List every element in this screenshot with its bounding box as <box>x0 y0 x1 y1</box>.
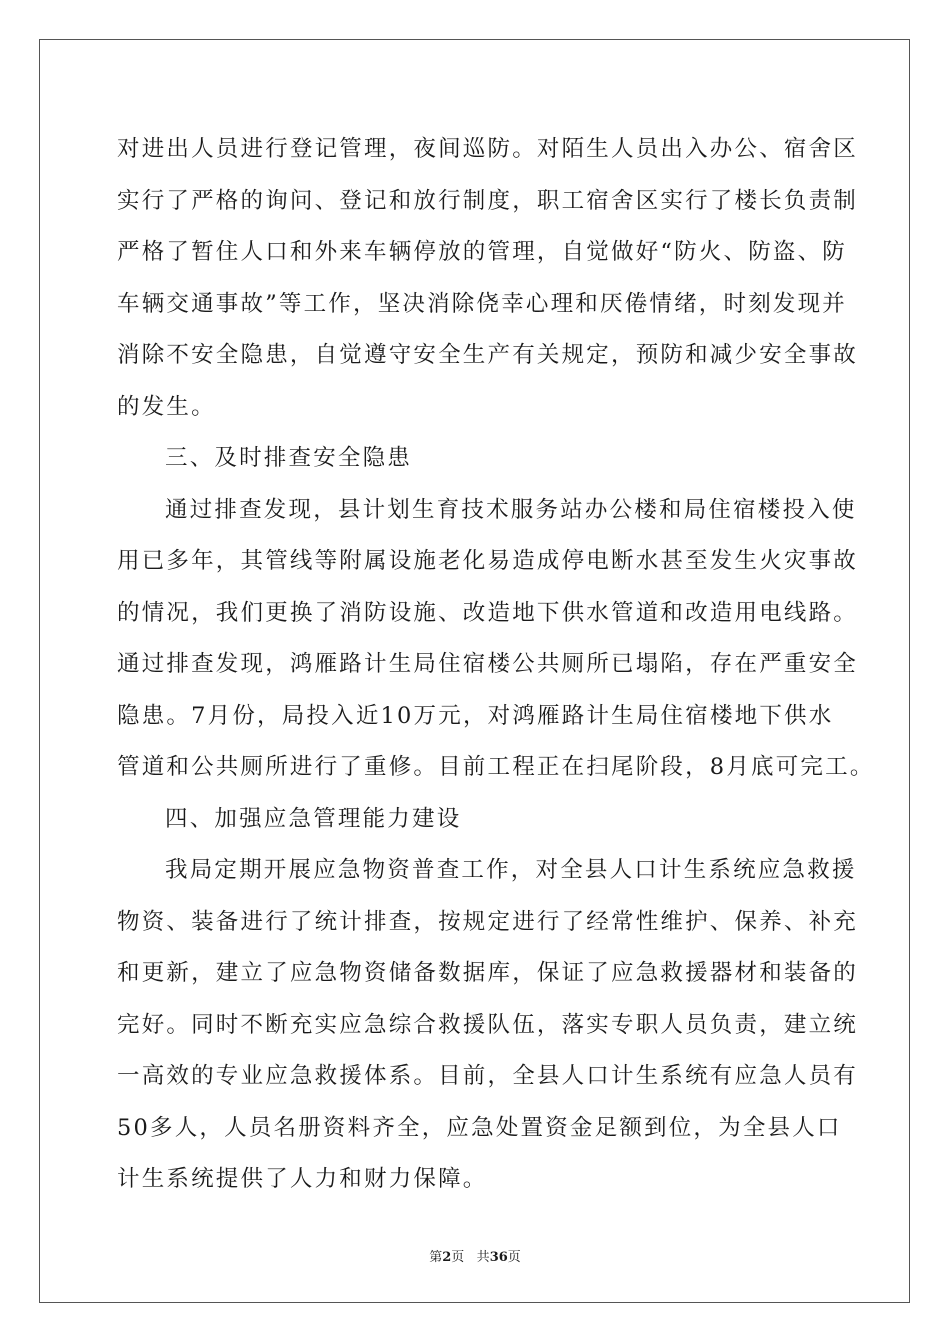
text-line: 的发生。 <box>117 393 216 420</box>
text-line: 完好。同时不断充实应急综合救援队伍，落实专职人员负责，建立统 <box>117 1011 859 1038</box>
page-prefix: 第 <box>429 1250 443 1265</box>
text-line: 我局定期开展应急物资普查工作，对全县人口计生系统应急救援 <box>165 857 857 883</box>
text-line: 管道和公共厕所进行了重修。目前工程正在扫尾阶段，8月底可完工。 <box>117 754 875 780</box>
text-line: 对进出人员进行登记管理，夜间巡防。对陌生人员出入办公、宿舍区 <box>117 136 859 162</box>
total-pages: 36 <box>489 1250 508 1265</box>
text-line: 计生系统提供了人力和财力保障。 <box>117 1166 488 1192</box>
text-line: 实行了严格的询问、登记和放行制度，职工宿舍区实行了楼长负责制 <box>117 187 859 214</box>
text-line: 隐患。7月份，局投入近10万元，对鸿雁路计生局住宿楼地下供水 <box>117 702 834 729</box>
document-body <box>117 124 875 1206</box>
text-line: 车辆交通事故”等工作，坚决消除侥幸心理和厌倦情绪，时刻发现并 <box>117 290 848 317</box>
page-number: 2 <box>442 1250 452 1265</box>
page-suffix: 页 <box>451 1250 465 1265</box>
text-line: 用已多年，其管线等附属设施老化易造成停电断水甚至发生火灾事故 <box>117 548 859 574</box>
text-line: 的情况，我们更换了消防设施、改造地下供水管道和改造用电线路。 <box>117 599 859 626</box>
text-line: 消除不安全隐患，自觉遵守安全生产有关规定，预防和减少安全事故 <box>117 342 859 368</box>
text-line: 通过排查发现，县计划生育技术服务站办公楼和局住宿楼投入使 <box>165 496 857 523</box>
page-footer <box>0 1246 950 1265</box>
total-prefix: 共 <box>476 1250 490 1265</box>
text-line: 三、及时排查安全隐患 <box>165 445 413 471</box>
text-line: 物资、装备进行了统计排查，按规定进行了经常性维护、保养、补充 <box>117 908 859 935</box>
text-line: 50多人，人员名册资料齐全，应急处置资金足额到位，为全县人口 <box>117 1114 842 1141</box>
text-line: 一高效的专业应急救援体系。目前，全县人口计生系统有应急人员有 <box>117 1063 859 1089</box>
text-line: 四、加强应急管理能力建设 <box>165 805 462 832</box>
text-line: 严格了暂住人口和外来车辆停放的管理，自觉做好“防火、防盗、防 <box>117 239 848 265</box>
text-line: 和更新，建立了应急物资储备数据库，保证了应急救援器材和装备的 <box>117 960 859 986</box>
text-line: 通过排查发现，鸿雁路计生局住宿楼公共厕所已塌陷，存在严重安全 <box>117 651 859 677</box>
total-suffix: 页 <box>507 1250 521 1265</box>
